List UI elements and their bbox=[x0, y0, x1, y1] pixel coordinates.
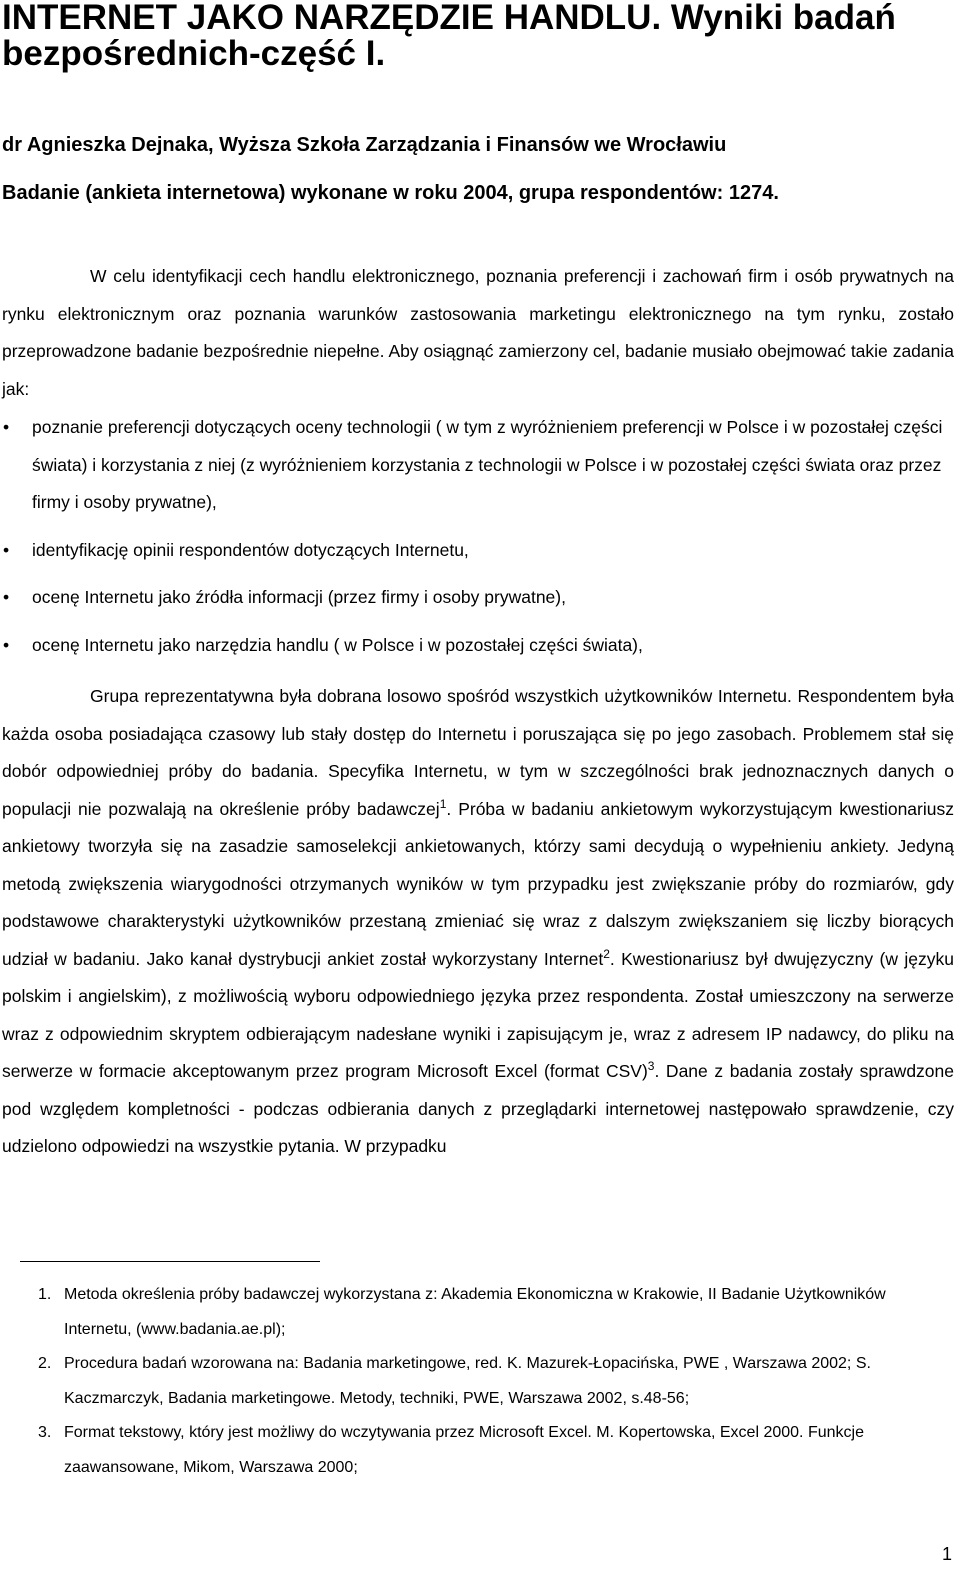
author-line: dr Agnieszka Dejnaka, Wyższa Szkoła Zarządzania i Finansów we Wrocławiu bbox=[2, 134, 727, 156]
footnote-item bbox=[0, 1416, 930, 1485]
list-item bbox=[0, 579, 952, 617]
main-text-part: . Próba w badaniu ankietowym wykorzystującym kwestionariusz ankietowy tworzyła się na zasadzie samoselekcji ankietowanych, którzy sami decydują o wypełnieniu ankiety. Jedyną metodą zwiększenia wiarygodności otrzymanych wyników w tym przypadku jest zwiększanie próby do rozmiarów, gdy podstawowe charakterystyki użytkowników przestaną zmieniać się wraz z dalszym zwiększaniem się liczby biorących udział w badaniu. Jako kanał dystrybucji ankiet został wykorzystany Internet bbox=[2, 798, 954, 969]
footnote-ref-3[interactable]: 3 bbox=[647, 1059, 655, 1073]
intro-text: W celu identyfikacji cech handlu elektronicznego, poznania preferencji i zachowań firm i osób prywatnych na rynku elektronicznym oraz poznania warunków zastosowania marketingu elektronicznego na tym rynku, zostało przeprowadzone badanie bezpośrednie niepełne. Aby osiągnąć zamierzony cel, badanie musiało obejmować takie zadania jak: bbox=[2, 266, 954, 399]
footnote-item bbox=[0, 1347, 930, 1416]
list-item bbox=[0, 409, 952, 522]
footnotes-list bbox=[0, 1278, 930, 1485]
bullet-icon: • bbox=[3, 634, 10, 655]
list-item-text: ocenę Internetu jako źródła informacji (przez firmy i osoby prywatne), bbox=[32, 587, 566, 607]
bullet-icon: • bbox=[3, 539, 10, 560]
page-number: 1 bbox=[941, 1544, 952, 1564]
survey-line: Badanie (ankieta internetowa) wykonane w roku 2004, grupa respondentów: 1274. bbox=[2, 182, 779, 204]
footnote-ref-2[interactable]: 2 bbox=[603, 946, 610, 961]
footnote-item bbox=[0, 1278, 930, 1347]
document-title: INTERNET JAKO NARZĘDZIE HANDLU. Wyniki badań bezpośrednich-część I. bbox=[2, 0, 896, 73]
task-list bbox=[0, 409, 952, 664]
bullet-icon: • bbox=[3, 587, 10, 607]
main-text-part: . Kwestionariusz był dwujęzyczny (w języku polskim i angielskim), z możliwością wyboru odpowiedniego języka przez respondenta. Został umieszczony na serwerze wraz z odpowiednim skryptem odbierającym nadesłane wyniki i zapisującym je, wraz z adresem IP nadawcy, do pliku na serwerze w formacie akceptowanym przez program Microsoft Excel (format CSV) bbox=[2, 948, 954, 1081]
list-item bbox=[0, 627, 952, 665]
list-item-text: ocenę Internetu jako narzędzia handlu ( w Polsce i w pozostałej części świata), bbox=[32, 634, 643, 655]
main-text-part: Grupa reprezentatywna była dobrana losowo spośród wszystkich użytkowników Internetu. Respondentem była każda osoba posiadająca czasowy lub stały dostęp do Internetu i poruszająca się po jego zasobach. Problemem stał się dobór odpowiedniej próby do badania. Specyfika Internetu, w tym w szczególności brak jednoznacznych danych o populacji nie pozwalają na określenie próby badawczej bbox=[2, 686, 954, 819]
footnote-number: 3. bbox=[38, 1424, 52, 1441]
intro-paragraph bbox=[2, 258, 954, 408]
footnote-text: Metoda określenia próby badawczej wykorzystana z: Akademia Ekonomiczna w Krakowie, II Badanie Użytkowników Internetu, (www.badania.ae.pl); bbox=[64, 1286, 886, 1338]
bullet-icon: • bbox=[3, 417, 10, 437]
footnote-number: 1. bbox=[38, 1286, 52, 1303]
footnote-ref-1[interactable]: 1 bbox=[439, 796, 447, 811]
footnote-number: 2. bbox=[38, 1355, 52, 1372]
main-paragraph bbox=[2, 678, 954, 1166]
main-text-part: . Dane z badania zostały sprawdzone pod względem kompletności - podczas odbierania danych z przeglądarki internetowej następowało sprawdzenie, czy udzielono odpowiedzi na wszystkie pytania. W przypadku bbox=[2, 1061, 954, 1156]
list-item-text: poznanie preferencji dotyczących oceny technologii ( w tym z wyróżnieniem preferencji w Polsce i w pozostałej części świata) i korzystania z niej (z wyróżnieniem korzystania z technologii w Polsce i w pozostałej części świata oraz przez firmy i osoby prywatne), bbox=[32, 417, 943, 512]
list-item bbox=[0, 532, 952, 570]
list-item-text: identyfikację opinii respondentów dotyczących Internetu, bbox=[32, 539, 469, 560]
footnote-text: Procedura badań wzorowana na: Badania marketingowe, red. K. Mazurek-Łopacińska, PWE , Warszawa 2002; S. Kaczmarczyk, Badania marketingowe. Metody, techniki, PWE, Warszawa 2002, s.48-56; bbox=[64, 1355, 871, 1407]
footnote-separator bbox=[20, 1261, 320, 1262]
footnote-text: Format tekstowy, który jest możliwy do wczytywania przez Microsoft Excel. M. Kopertowska, Excel 2000. Funkcje zaawansowane, Mikom, Warszawa 2000; bbox=[64, 1424, 864, 1476]
